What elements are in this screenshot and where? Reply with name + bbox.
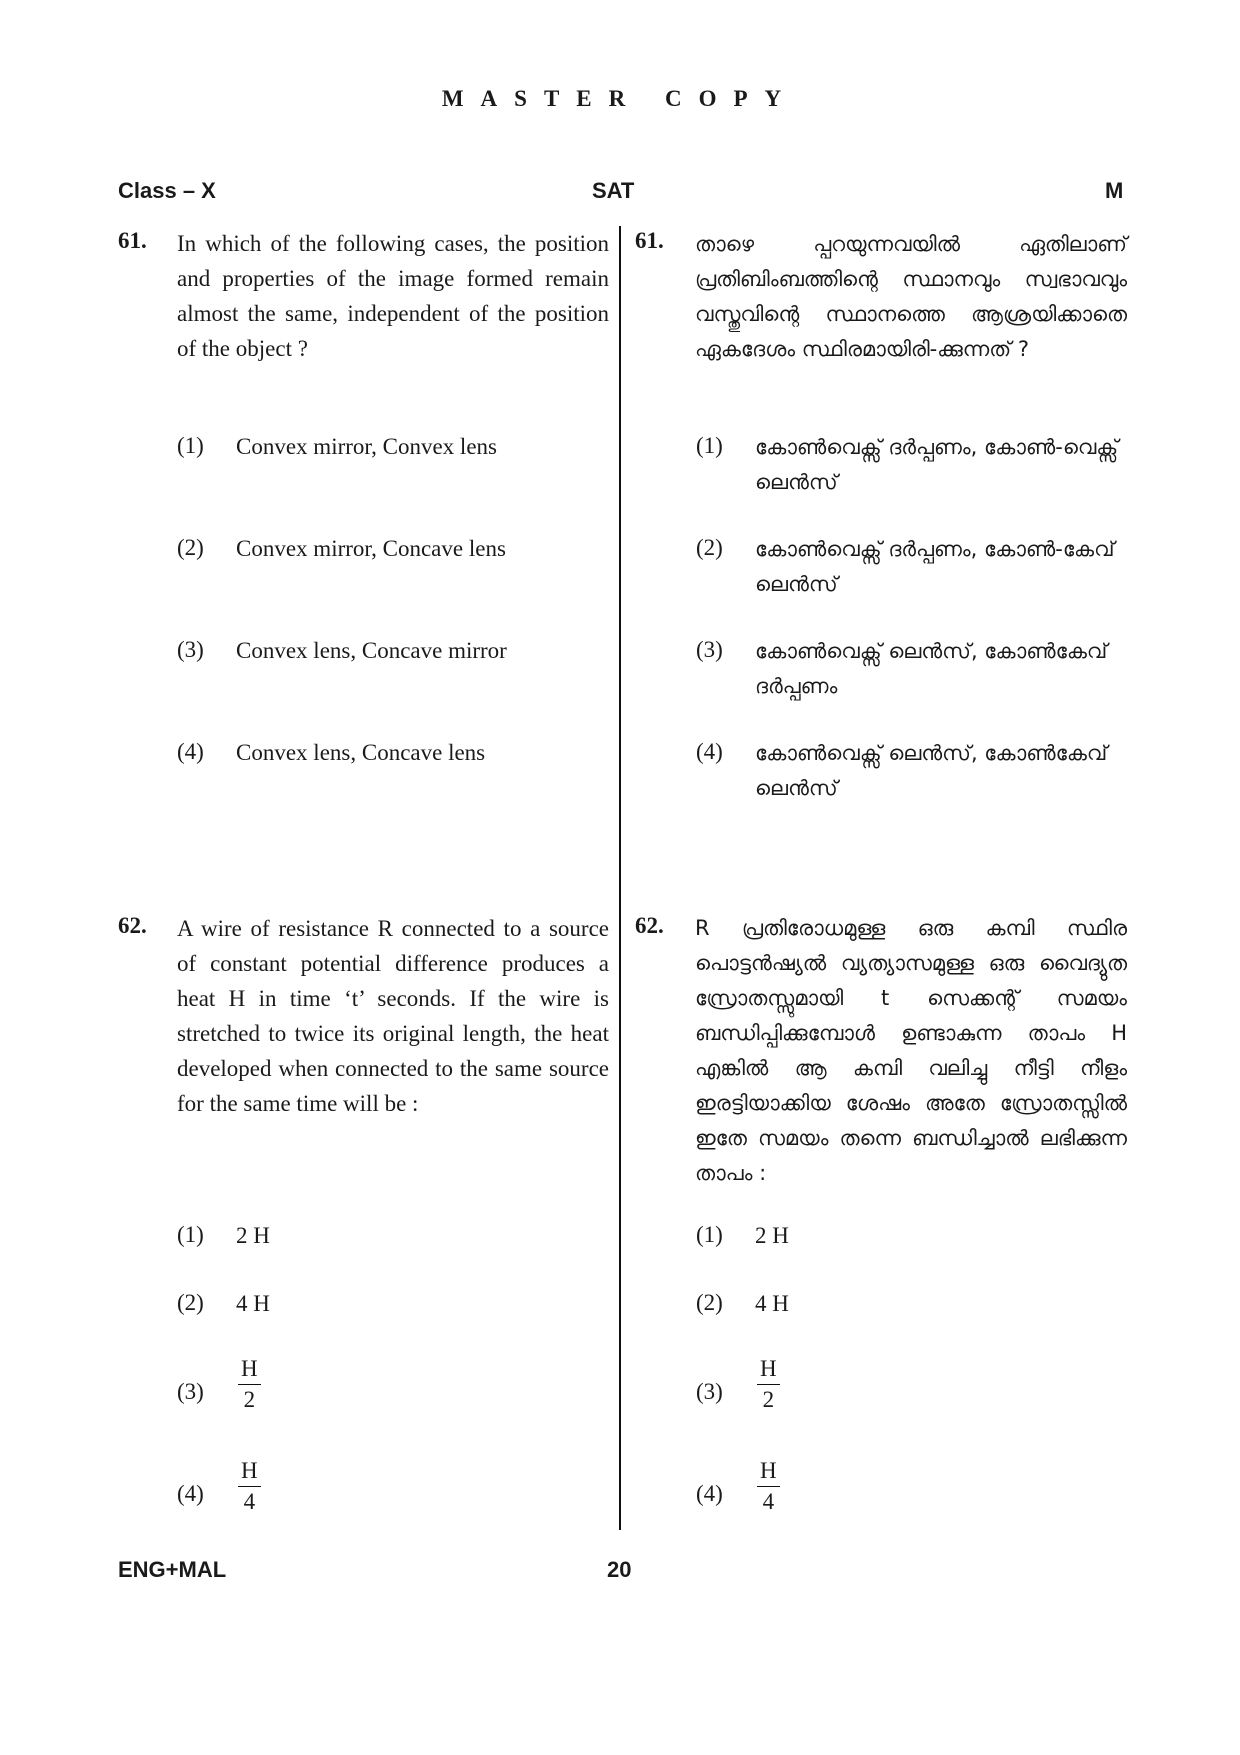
q62-opt4-fraction-en	[238, 1458, 261, 1515]
q62-opt3-num-en: (3)	[177, 1379, 204, 1404]
q61-text-en: In which of the following cases, the position and properties of the image formed remain almost the same, independent of the position of the object ?	[177, 231, 609, 361]
fraction-denominator: 2	[762, 1387, 775, 1412]
q62-opt1-num-en: (1)	[177, 1222, 204, 1247]
q62-opt2-num-ml: (2)	[696, 1290, 723, 1315]
q61-number-ml: 61.	[635, 228, 664, 253]
q61-opt3-num-en: (3)	[177, 637, 204, 662]
q62-opt4-fraction-ml	[757, 1458, 780, 1515]
q61-opt4-ml: കോൺവെക്സ് ലെൻസ്, കോൺകേവ് ലെൻസ്	[755, 741, 1108, 800]
fraction-denominator: 4	[762, 1489, 775, 1514]
fraction-numerator: H	[238, 1458, 261, 1487]
q61-opt3-ml: കോൺവെക്സ് ലെൻസ്, കോൺകേവ് ദർപ്പണം	[755, 639, 1108, 698]
master-copy-heading: MASTER COPY	[441, 86, 799, 111]
footer-language: ENG+MAL	[118, 1557, 227, 1582]
q62-text-ml: R പ്രതിരോധമുള്ള ഒരു കമ്പി സ്ഥിര പൊട്ടൻഷ്യൽ വ്യത്യാസമുള്ള ഒരു വൈദ്യുത സ്രോതസ്സുമായി t സെക്കന്റ് സമയം ബന്ധിപ്പിക്കുമ്പോൾ ഉണ്ടാകുന്ന താപം H എങ്കിൽ ആ കമ്പി വലിച്ചു നീട്ടി നീളം ഇരട്ടിയാക്കിയ ശേഷം അതേ സ്രോതസ്സിൽ ഇതേ സമയം തന്നെ ബന്ധിച്ചാൽ ലഭിക്കുന്ന താപം :	[695, 916, 1127, 1185]
q62-opt2-num-en: (2)	[177, 1290, 204, 1315]
exam-label: SAT	[592, 178, 635, 203]
paper-code: M	[1105, 178, 1124, 203]
q62-opt3-num-ml: (3)	[696, 1379, 723, 1404]
q61-opt1-ml: കോൺവെക്സ് ദർപ്പണം, കോൺ-വെക്സ് ലെൻസ്	[755, 435, 1119, 494]
fraction-numerator: H	[757, 1356, 780, 1385]
q61-opt1-num-en: (1)	[177, 433, 204, 458]
q62-number-ml: 62.	[635, 913, 664, 938]
q62-opt1-ml: 2 H	[755, 1223, 789, 1248]
fraction-denominator: 4	[243, 1489, 256, 1514]
q62-text-en: A wire of resistance R connected to a source of constant potential difference produces a heat H in time ‘t’ seconds. If the wire is stretched to twice its original length, the heat developed when connected to the same source for the same time will be :	[177, 916, 609, 1116]
q61-opt2-ml: കോൺവെക്സ് ദർപ്പണം, കോൺ-കേവ് ലെൻസ്	[755, 537, 1115, 596]
q61-opt2-en: Convex mirror, Concave lens	[236, 536, 506, 561]
q61-opt3-num-ml: (3)	[696, 637, 723, 662]
fraction-numerator: H	[238, 1356, 261, 1385]
q61-text-ml: താഴെ പ്പറയുന്നവയിൽ ഏതിലാണ് പ്രതിബിംബത്തിന്റെ സ്ഥാനവും സ്വഭാവവും വസ്തുവിന്റെ സ്ഥാനത്തെ ആശ്രയിക്കാതെ ഏകദേശം സ്ഥിരമായിരി-ക്കുന്നത് ?	[695, 232, 1127, 361]
q61-opt1-en: Convex mirror, Convex lens	[236, 434, 497, 459]
q62-opt4-num-ml: (4)	[696, 1481, 723, 1506]
q62-opt3-fraction-ml	[757, 1356, 780, 1413]
fraction-denominator: 2	[243, 1387, 256, 1412]
page-number: 20	[607, 1557, 632, 1582]
q62-opt1-en: 2 H	[236, 1223, 270, 1248]
q62-opt3-fraction-en	[238, 1356, 261, 1413]
q62-number-en: 62.	[118, 913, 147, 938]
q61-opt4-num-en: (4)	[177, 739, 204, 764]
q61-number-en: 61.	[118, 228, 147, 253]
q61-opt2-num-ml: (2)	[696, 535, 723, 560]
q62-opt2-ml: 4 H	[755, 1291, 789, 1316]
q61-opt2-num-en: (2)	[177, 535, 204, 560]
q62-opt4-num-en: (4)	[177, 1481, 204, 1506]
q61-opt4-en: Convex lens, Concave lens	[236, 740, 486, 765]
q61-opt3-en: Convex lens, Concave mirror	[236, 638, 507, 663]
q62-opt2-en: 4 H	[236, 1291, 270, 1316]
column-divider	[619, 226, 621, 1530]
q61-opt4-num-ml: (4)	[696, 739, 723, 764]
fraction-numerator: H	[757, 1458, 780, 1487]
q61-opt1-num-ml: (1)	[696, 433, 723, 458]
q62-opt1-num-ml: (1)	[696, 1222, 723, 1247]
class-label: Class – X	[118, 178, 216, 203]
